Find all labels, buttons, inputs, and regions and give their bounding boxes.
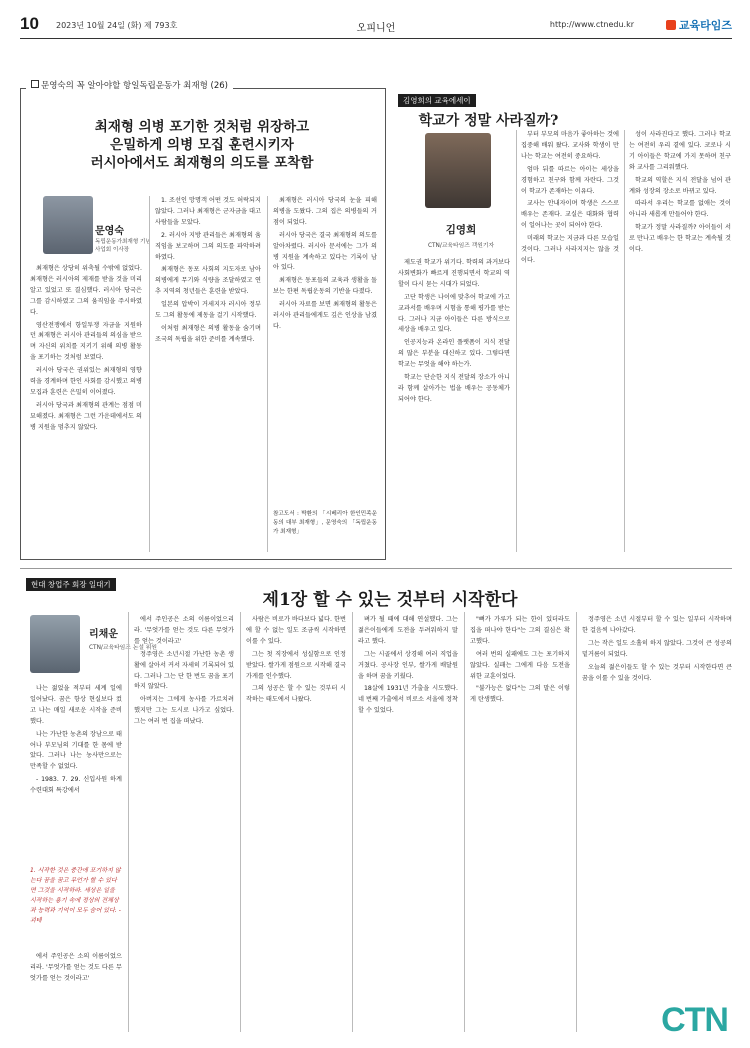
paragraph: 벼가 될 때에 대해 연설했다. 그는 젊은이들에게 도전을 두려워하지 말라고 했다. xyxy=(358,616,458,645)
paragraph: "뼈가 가루가 되는 한이 있더라도 집을 떠나야 한다"는 그의 결심은 확고했다. xyxy=(470,616,570,645)
paragraph: 그는 작은 일도 소홀히 하지 않았다. 그것이 큰 성공의 밑거름이 되었다. xyxy=(582,639,732,658)
paragraph: 최재형은 러시아 당국의 눈을 피해 의병을 도왔다. 그의 집은 의병들의 거점이 되었다. xyxy=(273,197,377,226)
section-divider xyxy=(20,568,732,569)
title-line: 최재형 의병 포기한 것처럼 위장하고 xyxy=(94,119,310,135)
author-role: CTN/교육타임즈 객원기자 xyxy=(427,243,495,249)
paragraph: 18살에 1931년 가출을 시도했다. 네 번째 가출에서 비로소 서울에 정착할 수 있었다. xyxy=(358,685,458,715)
square-bullet-icon xyxy=(31,80,39,88)
column-divider xyxy=(576,612,577,1032)
column-divider xyxy=(464,612,465,1032)
article-c-column-1 xyxy=(30,684,122,860)
paragraph: 1. 조선인 망명객 어떤 것도 허락되지 않았다. 그러나 최재형은 군자금을 대고 사람들을 모았다. xyxy=(155,197,261,226)
paragraph: 일본의 압박이 거세지자 러시아 정부도 그의 활동에 제동을 걸기 시작했다. xyxy=(155,301,261,320)
paragraph: 고단 학생은 나이에 맞추어 학교에 가고 교과서를 배우며 시험을 통해 평가를 받는다. 그러나 지금 아이들은 다른 방식으로 세상을 배우고 있다. xyxy=(398,293,510,334)
paragraph: 러시아 당국은 권위있는 최재형의 영향력을 경계하며 한인 사회를 감시했고 의병 모집과 훈련은 은밀히 이어졌다. xyxy=(30,367,142,396)
paragraph: 성이 사라진다고 했다. 그러나 학교는 여전히 우리 곁에 있다. 코로나 시기 아이들은 학교에 가지 못하며 친구와 교사를 그리워했다. xyxy=(629,131,731,171)
title-line: 은밀하게 의병 모집 훈련시키자 xyxy=(110,137,294,153)
article-c-label: 현대 창업주 회장 일대기 xyxy=(26,578,116,591)
paragraph: 따라서 우리는 학교를 없애는 것이 아니라 새롭게 만들어야 한다. xyxy=(629,200,731,219)
article-c-column-6 xyxy=(582,615,732,1010)
brand-logo[interactable] xyxy=(666,17,732,33)
article-b-title: 학교가 정말 사라질까? xyxy=(418,113,559,129)
paragraph: 러시아 당국과 최재형의 관계는 점점 미묘해졌다. 최재형은 그런 가운데에서도 의병 지원을 멈추지 않았다. xyxy=(30,401,142,431)
reference-note: 참고도서 : 박환의 「시베리아 한인민족운동의 대부 최재형」, 문영숙의 「독립운동가 최재형」 xyxy=(273,511,377,535)
paragraph: 그는 첫 직장에서 성실함으로 인정받았다. 쌀가게 점원으로 시작해 결국 가게를 인수했다. xyxy=(246,650,346,680)
article-a-column-2 xyxy=(155,196,261,552)
column-divider xyxy=(352,612,353,1032)
logo-icon xyxy=(666,20,676,30)
paragraph: 엄마 뒤를 따르는 아이는 세상을 경험하고 친구와 함께 자란다. 그것이 학교가 존재하는 이유다. xyxy=(521,165,619,195)
title-line: 러시아에서도 최재형의 의도를 포착함 xyxy=(90,155,314,171)
paragraph: 러시아 자료를 보면 최재형의 활동은 러시아 관리들에게도 깊은 인상을 남겼다. xyxy=(273,301,377,330)
author-name: 리채운 xyxy=(89,629,118,640)
paragraph: 최재형은 동포들의 교육과 생활을 돌보는 한편 독립운동의 기반을 다졌다. xyxy=(273,277,377,296)
paragraph: 제도권 학교가 위기다. 학력의 과거보다 사회변화가 빠르게 진행되면서 학교의 역할이 다시 묻는 시대가 되었다. xyxy=(398,259,510,288)
section-name: 오피니언 xyxy=(356,23,396,34)
article-a-series xyxy=(26,79,233,91)
paragraph: 이처럼 최재형은 의병 활동을 숨기며 조국의 독립을 위한 준비를 계속했다. xyxy=(155,324,261,343)
column-divider xyxy=(624,130,625,552)
article-a-column-1 xyxy=(30,264,142,552)
column-divider xyxy=(128,612,129,1032)
author-name: 김영희 xyxy=(445,224,477,236)
paragraph: "불가능은 없다"는 그의 말은 이렇게 탄생했다. xyxy=(470,685,570,704)
paragraph: 정주영은 소년 시절부터 할 수 있는 일부터 시작하며 한 걸음씩 나아갔다. xyxy=(582,616,732,634)
paragraph: 그는 시골에서 상경해 여러 직업을 거쳤다. 공사장 인부, 쌀가게 배달원을 하며 꿈을 키웠다. xyxy=(358,650,458,680)
article-c-title: 제1장 할 수 있는 것부터 시작한다 xyxy=(262,590,518,610)
issue-date: 2023년 10월 24일 (화) 제 793호 xyxy=(56,21,178,30)
column-divider xyxy=(240,612,241,1032)
article-c-column-4 xyxy=(358,615,458,1032)
article-b-column-1 xyxy=(398,258,510,552)
ctn-logo: CTN xyxy=(661,1001,728,1039)
paragraph: 에서 주인공은 소의 이름이었으리라. '무엇가를 얻는 것도 다른 무엇가를 얻는 것이라고' xyxy=(134,616,234,645)
paragraph: 그의 성공은 할 수 있는 것부터 시작하는 태도에서 나왔다. xyxy=(246,685,346,704)
article-c-column-1b xyxy=(30,952,122,1032)
paragraph: 학교의 역할은 지식 전달을 넘어 관계와 성장의 장소로 바뀌고 있다. xyxy=(629,176,731,195)
paragraph: 부터 부모의 마음가 좋아하는 것에 집중해 배워 왔다. 교사와 학생이 만나는 학교는 여전히 중요하다. xyxy=(521,131,619,160)
paragraph: 2. 러시아 지방 관리들은 최재형의 움직임을 보고하며 그의 의도를 파악하려 하였다. xyxy=(155,231,261,261)
paragraph: 정주영은 소년시절 가난한 농촌 생활에 살아서 커서 자세히 기록되어 있다. 그러나 그는 단 한 번도 꿈을 포기하지 않았다. xyxy=(134,650,234,691)
article-c-column-5 xyxy=(470,615,570,1032)
pull-quote: 1. 시작한 것은 중간에 포기하지 않는다 꿈을 꿈고 무언가 할 수 있다면 그것을 시작하라. 세상은 일을 시작하는 용기 속에 정상의 전체상과 능력과 기억이 모두 숨어 있다. - 괴테 xyxy=(30,867,121,924)
paragraph: 에서 주인공은 소의 이름이었으리라. '무엇가를 얻는 것도 다른 무엇가를 얻는 것이라고' xyxy=(30,953,122,982)
article-c-column-2 xyxy=(134,615,234,1032)
logo-text: 교육타임즈 xyxy=(678,19,732,32)
author-photo xyxy=(425,133,491,208)
paragraph: - 1983. 7. 29. 신입사원 하계수련대회 특강에서 xyxy=(30,776,122,795)
column-divider xyxy=(267,196,268,552)
paragraph: 학교는 단순한 지식 전달의 장소가 아니라 함께 살아가는 법을 배우는 공동체가 되어야 한다. xyxy=(398,374,510,403)
page-header xyxy=(20,14,732,39)
column-divider xyxy=(516,130,517,552)
series-text: 문영숙의 꼭 알아야할 항일독립운동가 최재형 (26) xyxy=(41,81,228,91)
article-b-column-3 xyxy=(629,130,731,552)
paragraph: 학교가 정말 사라질까? 아이들이 서로 만나고 배우는 한 학교는 계속될 것이다. xyxy=(629,224,731,254)
paragraph: 나는 젊었을 적부터 세계 일에 일어났다. 꿈은 항상 현실보다 컸고 나는 매일 새로운 시작을 준비했다. xyxy=(30,685,122,725)
page-number: 10 xyxy=(20,14,39,33)
paragraph: 최재형은 상당히 위축될 수밖에 없었다. 최재형은 러시아의 제재를 받을 것을 미리 알고 있었고 또 결심했다. 러시아 당국은 그를 감시하였고 그의 움직임을 주시하였다. xyxy=(30,265,142,316)
column-divider xyxy=(149,196,150,552)
paragraph: 오늘의 젊은이들도 할 수 있는 것부터 시작한다면 큰 꿈을 이룰 수 있을 것이다. xyxy=(582,663,732,682)
paragraph: 나는 가난한 농촌의 장남으로 태어나 부모님의 기대를 한 몸에 받았다. 그러나 나는 농사만으로는 만족할 수 없었다. xyxy=(30,730,122,771)
article-c-column-3 xyxy=(246,615,346,1032)
paragraph: 최재형은 동포 사회의 지도자로 남아 의병에게 무기와 식량을 조달하였고 연추 지역의 청년들은 훈련을 받았다. xyxy=(155,266,261,296)
author-photo xyxy=(43,196,93,254)
author-photo xyxy=(30,615,80,673)
article-b-column-2 xyxy=(521,130,619,552)
paragraph: 영산전쟁에서 항일투쟁 자금을 지원하던 최재형은 러시아 관리들의 의심을 받으며 자신의 위치를 지키기 위해 의병 활동을 포기하는 것처럼 보였다. xyxy=(30,321,142,362)
paragraph: 러시아 당국은 결국 최재형의 의도를 알아차렸다. 러시아 문서에는 그가 의병 지원을 계속하고 있다는 기록이 남아 있다. xyxy=(273,231,377,272)
paragraph: 사람은 비로가 바다보다 넓다. 한번에 할 수 없는 일도 조금씩 시작하면 이룰 수 있다. xyxy=(246,616,346,645)
author-role: 독립운동가최재형 기념사업회 이사장 xyxy=(95,239,151,253)
author-name: 문영숙 xyxy=(95,226,124,237)
site-url[interactable]: http://www.ctnedu.kr xyxy=(549,20,634,29)
paragraph: 미래의 학교는 지금과 다른 모습일 것이다. 그러나 사라지지는 않을 것이다. xyxy=(521,235,619,264)
paragraph: 아버지는 그에게 농사를 가르치려 했지만 그는 도시로 나가고 싶었다. 그는 여러 번 집을 떠났다. xyxy=(134,696,234,726)
paragraph: 인공지능과 온라인 플랫폼이 지식 전달의 많은 부분을 대신하고 있다. 그렇다면 학교는 무엇을 해야 하는가. xyxy=(398,339,510,369)
paragraph: 교사는 안내자이며 학생은 스스로 배우는 존재다. 교실은 대화와 협력이 일어나는 곳이 되어야 한다. xyxy=(521,200,619,230)
author-role: CTN/교육타임즈 논설 위원 xyxy=(89,645,157,651)
article-b-label: 김영희의 교육에세이 xyxy=(398,94,476,107)
article-a-title xyxy=(32,118,372,172)
article-a-column-3 xyxy=(273,196,377,496)
paragraph: 여러 번의 실패에도 그는 포기하지 않았다. 실패는 그에게 다음 도전을 위한 교훈이었다. xyxy=(470,650,570,680)
